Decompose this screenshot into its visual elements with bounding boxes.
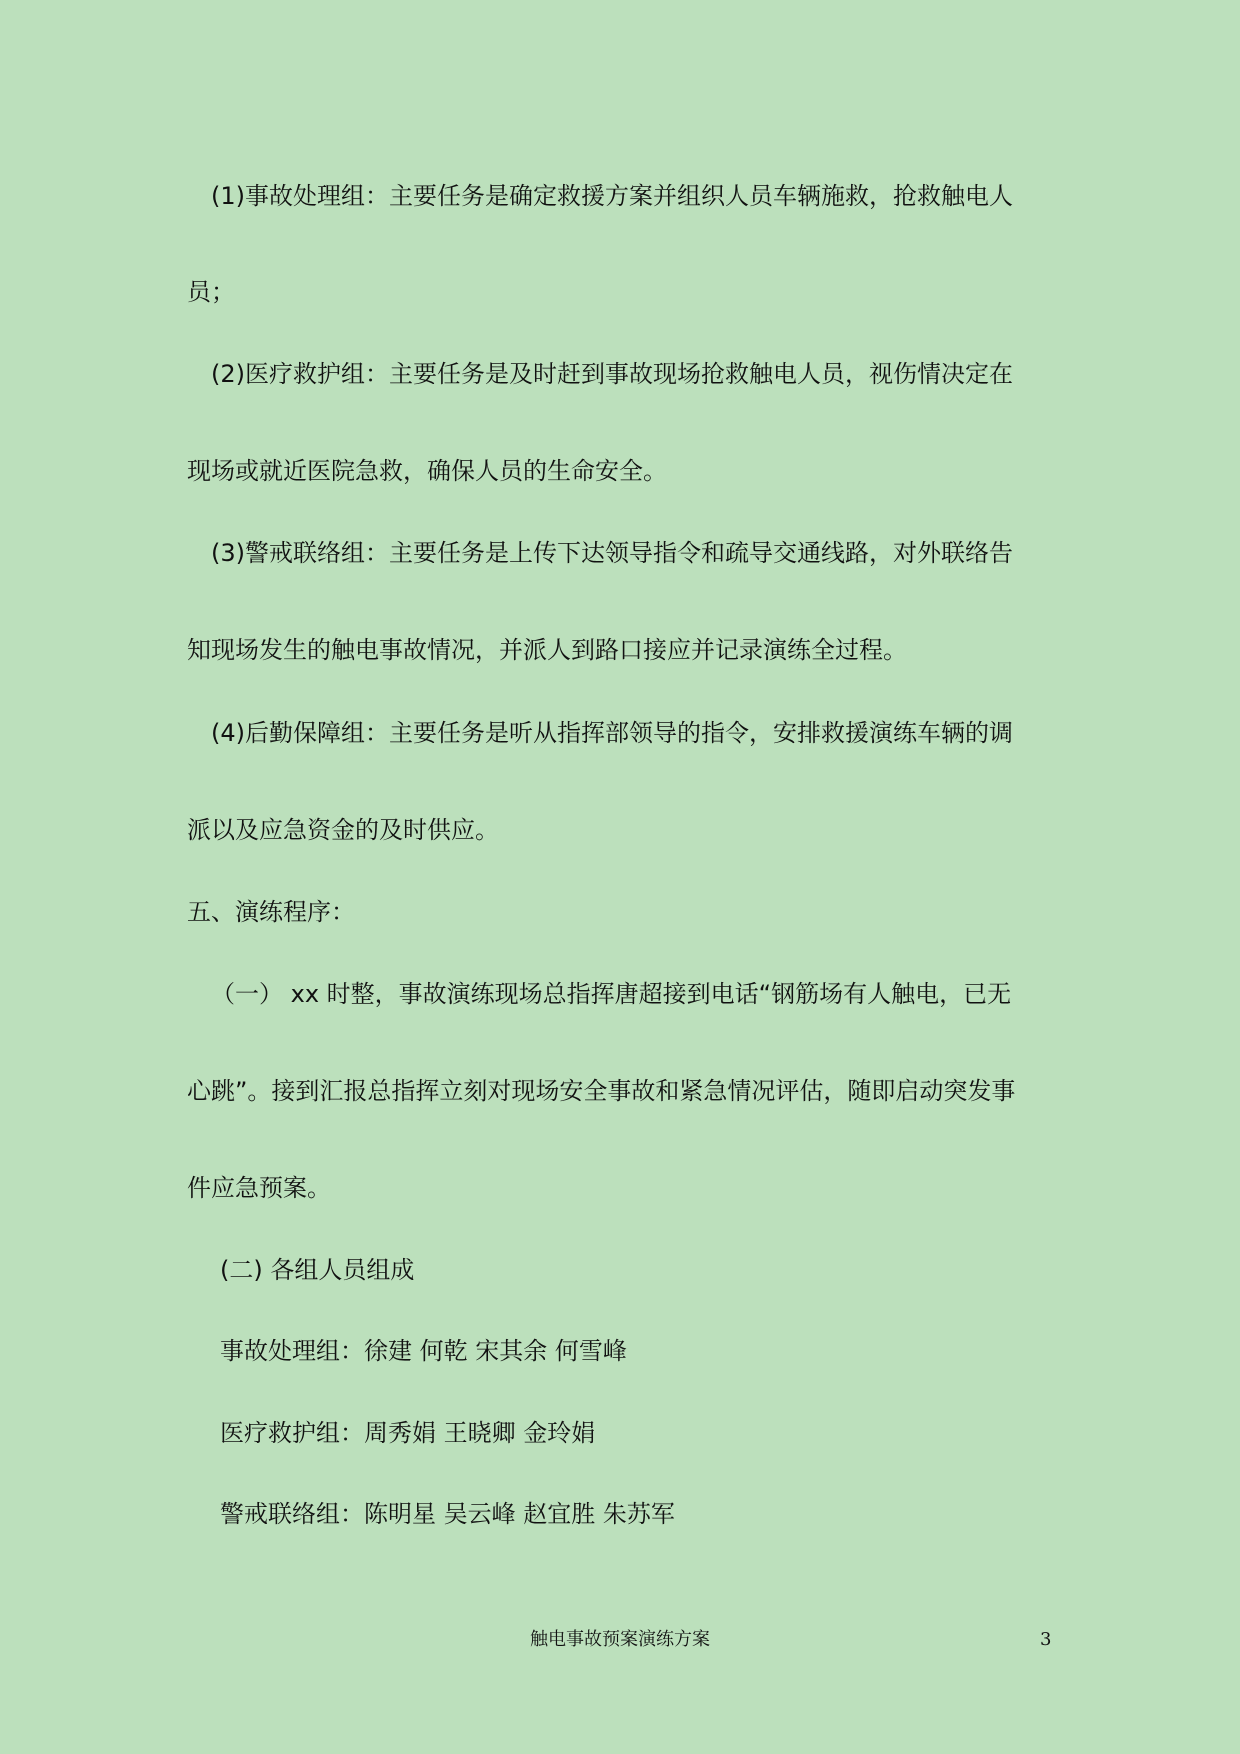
paragraph-line: 件应急预案。 xyxy=(187,1174,331,1202)
paragraph-line: 现场或就近医院急救，确保人员的生命安全。 xyxy=(187,457,667,485)
member-line: 医疗救护组：周秀娟 王晓卿 金玲娟 xyxy=(220,1419,596,1447)
subsection-heading: (二) 各组人员组成 xyxy=(220,1256,415,1284)
paragraph-line: (4)后勤保障组：主要任务是听从指挥部领导的指令，安排救援演练车辆的调 xyxy=(211,719,1013,747)
page-number: 3 xyxy=(1040,1629,1052,1650)
footer-title: 触电事故预案演练方案 xyxy=(530,1629,710,1650)
paragraph-line: 知现场发生的触电事故情况，并派人到路口接应并记录演练全过程。 xyxy=(187,636,907,664)
paragraph-line: (1)事故处理组：主要任务是确定救援方案并组织人员车辆施救，抢救触电人 xyxy=(211,182,1013,210)
member-line: 警戒联络组：陈明星 吴云峰 赵宜胜 朱苏军 xyxy=(220,1500,675,1528)
paragraph-line: （一） xx 时整，事故演练现场总指挥唐超接到电话“钢筋场有人触电，已无 xyxy=(211,980,1012,1008)
paragraph-line: (2)医疗救护组：主要任务是及时赶到事故现场抢救触电人员，视伤情决定在 xyxy=(211,360,1013,388)
section-heading: 五、演练程序： xyxy=(187,898,355,926)
paragraph-line: 心跳”。接到汇报总指挥立刻对现场安全事故和紧急情况评估，随即启动突发事 xyxy=(187,1077,1016,1105)
paragraph-line: (3)警戒联络组：主要任务是上传下达领导指令和疏导交通线路，对外联络告 xyxy=(211,539,1013,567)
member-line: 事故处理组：徐建 何乾 宋其余 何雪峰 xyxy=(220,1337,627,1365)
paragraph-line: 员； xyxy=(187,278,235,306)
paragraph-line: 派以及应急资金的及时供应。 xyxy=(187,816,499,844)
